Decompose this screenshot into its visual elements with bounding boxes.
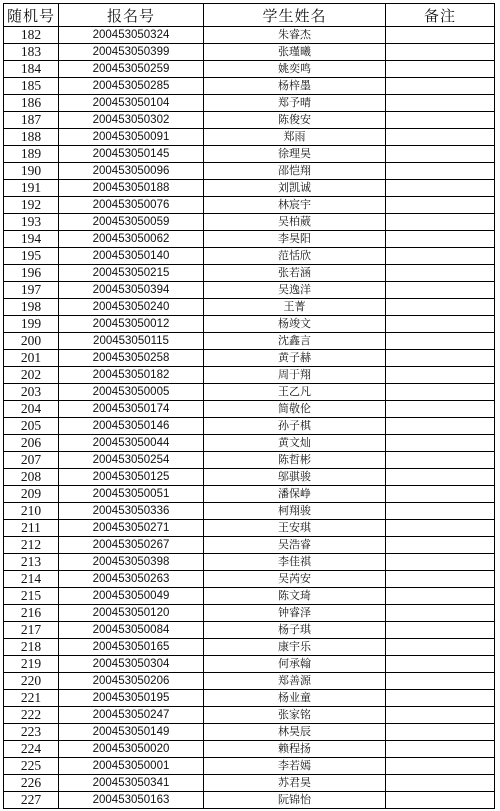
table-row — [4, 571, 495, 588]
student-name-cell: 李昊阳 — [204, 231, 386, 248]
student-name-cell: 张若涵 — [204, 265, 386, 282]
random-number-cell: 212 — [4, 537, 59, 554]
remarks-cell — [386, 741, 495, 758]
registration-number-cell: 200453050206 — [59, 673, 204, 690]
registration-number-cell: 200453050254 — [59, 452, 204, 469]
remarks-cell — [386, 418, 495, 435]
table-row — [4, 44, 495, 61]
student-name-cell: 简敬伦 — [204, 401, 386, 418]
table-row — [4, 163, 495, 180]
student-name-cell: 王菁 — [204, 299, 386, 316]
table-row — [4, 197, 495, 214]
table-row — [4, 435, 495, 452]
table-row — [4, 146, 495, 163]
table-row — [4, 333, 495, 350]
registration-number-cell: 200453050005 — [59, 384, 204, 401]
random-number-cell: 182 — [4, 27, 59, 44]
table-row — [4, 724, 495, 741]
random-number-cell: 196 — [4, 265, 59, 282]
registration-number-cell: 200453050115 — [59, 333, 204, 350]
student-name-cell: 阮锦怡 — [204, 792, 386, 809]
registration-number-cell: 200453050012 — [59, 316, 204, 333]
student-name-cell: 林宸宇 — [204, 197, 386, 214]
registration-number-cell: 200453050165 — [59, 639, 204, 656]
table-row — [4, 231, 495, 248]
remarks-cell — [386, 214, 495, 231]
random-number-cell: 208 — [4, 469, 59, 486]
table-row — [4, 639, 495, 656]
remarks-cell — [386, 333, 495, 350]
registration-number-cell: 200453050394 — [59, 282, 204, 299]
registration-number-cell: 200453050096 — [59, 163, 204, 180]
random-number-cell: 217 — [4, 622, 59, 639]
registration-number-cell: 200453050076 — [59, 197, 204, 214]
table-row — [4, 537, 495, 554]
header-random-number: 随机号 — [4, 4, 59, 27]
remarks-cell — [386, 605, 495, 622]
table-row — [4, 707, 495, 724]
remarks-cell — [386, 656, 495, 673]
random-number-cell: 210 — [4, 503, 59, 520]
table-row — [4, 61, 495, 78]
table-row — [4, 112, 495, 129]
header-row — [4, 4, 495, 27]
student-name-cell: 吴芮安 — [204, 571, 386, 588]
random-number-cell: 195 — [4, 248, 59, 265]
remarks-cell — [386, 503, 495, 520]
table-row — [4, 78, 495, 95]
random-number-cell: 219 — [4, 656, 59, 673]
random-number-cell: 187 — [4, 112, 59, 129]
remarks-cell — [386, 452, 495, 469]
random-number-cell: 188 — [4, 129, 59, 146]
student-name-cell: 陈文琦 — [204, 588, 386, 605]
table-row — [4, 282, 495, 299]
remarks-cell — [386, 639, 495, 656]
table-row — [4, 27, 495, 44]
remarks-cell — [386, 180, 495, 197]
table-row — [4, 180, 495, 197]
remarks-cell — [386, 367, 495, 384]
table-body — [4, 27, 495, 809]
student-list-table — [3, 3, 495, 809]
registration-number-cell: 200453050146 — [59, 418, 204, 435]
student-name-cell: 朱睿杰 — [204, 27, 386, 44]
table-row — [4, 673, 495, 690]
remarks-cell — [386, 350, 495, 367]
remarks-cell — [386, 401, 495, 418]
registration-number-cell: 200453050091 — [59, 129, 204, 146]
random-number-cell: 222 — [4, 707, 59, 724]
remarks-cell — [386, 486, 495, 503]
table-row — [4, 690, 495, 707]
remarks-cell — [386, 622, 495, 639]
random-number-cell: 184 — [4, 61, 59, 78]
remarks-cell — [386, 95, 495, 112]
student-name-cell: 何承翰 — [204, 656, 386, 673]
random-number-cell: 189 — [4, 146, 59, 163]
registration-number-cell: 200453050140 — [59, 248, 204, 265]
student-name-cell: 姚奕鸣 — [204, 61, 386, 78]
table-row — [4, 775, 495, 792]
student-name-cell: 周于翔 — [204, 367, 386, 384]
registration-number-cell: 200453050059 — [59, 214, 204, 231]
random-number-cell: 194 — [4, 231, 59, 248]
student-name-cell: 李佳祺 — [204, 554, 386, 571]
header-remarks: 备注 — [386, 4, 495, 27]
registration-number-cell: 200453050044 — [59, 435, 204, 452]
registration-number-cell: 200453050104 — [59, 95, 204, 112]
registration-number-cell: 200453050062 — [59, 231, 204, 248]
student-name-cell: 邬骐骏 — [204, 469, 386, 486]
student-name-cell: 杨梓墨 — [204, 78, 386, 95]
student-name-cell: 赖程扬 — [204, 741, 386, 758]
table-row — [4, 299, 495, 316]
registration-number-cell: 200453050215 — [59, 265, 204, 282]
random-number-cell: 227 — [4, 792, 59, 809]
remarks-cell — [386, 316, 495, 333]
student-name-cell: 杨竣文 — [204, 316, 386, 333]
registration-number-cell: 200453050020 — [59, 741, 204, 758]
table-row — [4, 588, 495, 605]
table-row — [4, 503, 495, 520]
registration-number-cell: 200453050188 — [59, 180, 204, 197]
remarks-cell — [386, 265, 495, 282]
student-name-cell: 吴浩睿 — [204, 537, 386, 554]
random-number-cell: 200 — [4, 333, 59, 350]
table-row — [4, 486, 495, 503]
table-row — [4, 350, 495, 367]
remarks-cell — [386, 61, 495, 78]
remarks-cell — [386, 112, 495, 129]
table-row — [4, 469, 495, 486]
random-number-cell: 221 — [4, 690, 59, 707]
registration-number-cell: 200453050195 — [59, 690, 204, 707]
student-name-cell: 李若嫣 — [204, 758, 386, 775]
student-name-cell: 郑善源 — [204, 673, 386, 690]
table-row — [4, 129, 495, 146]
table-row — [4, 452, 495, 469]
student-name-cell: 郑雨 — [204, 129, 386, 146]
registration-number-cell: 200453050145 — [59, 146, 204, 163]
registration-number-cell: 200453050120 — [59, 605, 204, 622]
remarks-cell — [386, 775, 495, 792]
student-name-cell: 郑予晴 — [204, 95, 386, 112]
student-name-cell: 邵恺翔 — [204, 163, 386, 180]
registration-number-cell: 200453050163 — [59, 792, 204, 809]
random-number-cell: 205 — [4, 418, 59, 435]
registration-number-cell: 200453050336 — [59, 503, 204, 520]
student-name-cell: 黄子赫 — [204, 350, 386, 367]
student-name-cell: 孙子棋 — [204, 418, 386, 435]
random-number-cell: 220 — [4, 673, 59, 690]
registration-number-cell: 200453050304 — [59, 656, 204, 673]
table-row — [4, 605, 495, 622]
student-name-cell: 沈鑫言 — [204, 333, 386, 350]
table-row — [4, 656, 495, 673]
random-number-cell: 218 — [4, 639, 59, 656]
table-row — [4, 95, 495, 112]
table-row — [4, 520, 495, 537]
registration-number-cell: 200453050051 — [59, 486, 204, 503]
random-number-cell: 199 — [4, 316, 59, 333]
student-name-cell: 杨子琪 — [204, 622, 386, 639]
registration-number-cell: 200453050125 — [59, 469, 204, 486]
registration-number-cell: 200453050398 — [59, 554, 204, 571]
random-number-cell: 191 — [4, 180, 59, 197]
remarks-cell — [386, 27, 495, 44]
random-number-cell: 215 — [4, 588, 59, 605]
random-number-cell: 192 — [4, 197, 59, 214]
table-row — [4, 554, 495, 571]
registration-number-cell: 200453050149 — [59, 724, 204, 741]
student-name-cell: 苏君昊 — [204, 775, 386, 792]
random-number-cell: 213 — [4, 554, 59, 571]
registration-number-cell: 200453050240 — [59, 299, 204, 316]
student-name-cell: 王乙凡 — [204, 384, 386, 401]
table-row — [4, 401, 495, 418]
random-number-cell: 201 — [4, 350, 59, 367]
random-number-cell: 186 — [4, 95, 59, 112]
registration-number-cell: 200453050258 — [59, 350, 204, 367]
table-row — [4, 265, 495, 282]
remarks-cell — [386, 469, 495, 486]
registration-number-cell: 200453050182 — [59, 367, 204, 384]
remarks-cell — [386, 197, 495, 214]
remarks-cell — [386, 792, 495, 809]
random-number-cell: 211 — [4, 520, 59, 537]
table-row — [4, 367, 495, 384]
student-name-cell: 柯翔骏 — [204, 503, 386, 520]
header-student-name: 学生姓名 — [204, 4, 386, 27]
registration-number-cell: 200453050263 — [59, 571, 204, 588]
remarks-cell — [386, 163, 495, 180]
header-registration-number: 报名号 — [59, 4, 204, 27]
remarks-cell — [386, 129, 495, 146]
table-row — [4, 418, 495, 435]
random-number-cell: 204 — [4, 401, 59, 418]
table-row — [4, 384, 495, 401]
registration-number-cell: 200453050267 — [59, 537, 204, 554]
table-row — [4, 741, 495, 758]
table-row — [4, 214, 495, 231]
registration-number-cell: 200453050324 — [59, 27, 204, 44]
remarks-cell — [386, 724, 495, 741]
random-number-cell: 225 — [4, 758, 59, 775]
table-header — [4, 4, 495, 27]
registration-number-cell: 200453050399 — [59, 44, 204, 61]
student-name-cell: 吴逸洋 — [204, 282, 386, 299]
random-number-cell: 216 — [4, 605, 59, 622]
remarks-cell — [386, 44, 495, 61]
remarks-cell — [386, 690, 495, 707]
remarks-cell — [386, 146, 495, 163]
student-name-cell: 杨业童 — [204, 690, 386, 707]
registration-number-cell: 200453050271 — [59, 520, 204, 537]
remarks-cell — [386, 673, 495, 690]
table-row — [4, 316, 495, 333]
remarks-cell — [386, 231, 495, 248]
registration-number-cell: 200453050174 — [59, 401, 204, 418]
random-number-cell: 190 — [4, 163, 59, 180]
remarks-cell — [386, 554, 495, 571]
random-number-cell: 206 — [4, 435, 59, 452]
random-number-cell: 207 — [4, 452, 59, 469]
registration-number-cell: 200453050341 — [59, 775, 204, 792]
registration-number-cell: 200453050302 — [59, 112, 204, 129]
table-row — [4, 792, 495, 809]
student-name-cell: 张家铭 — [204, 707, 386, 724]
random-number-cell: 198 — [4, 299, 59, 316]
registration-number-cell: 200453050247 — [59, 707, 204, 724]
student-name-cell: 潘保峥 — [204, 486, 386, 503]
student-name-cell: 黄文灿 — [204, 435, 386, 452]
remarks-cell — [386, 571, 495, 588]
student-name-cell: 陈俊安 — [204, 112, 386, 129]
remarks-cell — [386, 78, 495, 95]
student-name-cell: 钟睿泽 — [204, 605, 386, 622]
table-row — [4, 758, 495, 775]
random-number-cell: 223 — [4, 724, 59, 741]
random-number-cell: 226 — [4, 775, 59, 792]
remarks-cell — [386, 282, 495, 299]
random-number-cell: 224 — [4, 741, 59, 758]
student-name-cell: 徐理昊 — [204, 146, 386, 163]
random-number-cell: 193 — [4, 214, 59, 231]
random-number-cell: 197 — [4, 282, 59, 299]
student-name-cell: 陈哲彬 — [204, 452, 386, 469]
remarks-cell — [386, 384, 495, 401]
student-name-cell: 刘凯诚 — [204, 180, 386, 197]
random-number-cell: 203 — [4, 384, 59, 401]
student-name-cell: 范恬欣 — [204, 248, 386, 265]
remarks-cell — [386, 588, 495, 605]
registration-number-cell: 200453050285 — [59, 78, 204, 95]
registration-number-cell: 200453050259 — [59, 61, 204, 78]
random-number-cell: 202 — [4, 367, 59, 384]
student-name-cell: 张瑾曦 — [204, 44, 386, 61]
registration-number-cell: 200453050049 — [59, 588, 204, 605]
student-name-cell: 王安琪 — [204, 520, 386, 537]
remarks-cell — [386, 537, 495, 554]
remarks-cell — [386, 248, 495, 265]
random-number-cell: 183 — [4, 44, 59, 61]
student-name-cell: 林昊辰 — [204, 724, 386, 741]
registration-number-cell: 200453050001 — [59, 758, 204, 775]
table-row — [4, 248, 495, 265]
table-row — [4, 622, 495, 639]
registration-number-cell: 200453050084 — [59, 622, 204, 639]
random-number-cell: 185 — [4, 78, 59, 95]
remarks-cell — [386, 520, 495, 537]
random-number-cell: 214 — [4, 571, 59, 588]
student-name-cell: 康宇乐 — [204, 639, 386, 656]
student-name-cell: 吴柏葳 — [204, 214, 386, 231]
remarks-cell — [386, 435, 495, 452]
remarks-cell — [386, 758, 495, 775]
remarks-cell — [386, 707, 495, 724]
remarks-cell — [386, 299, 495, 316]
random-number-cell: 209 — [4, 486, 59, 503]
